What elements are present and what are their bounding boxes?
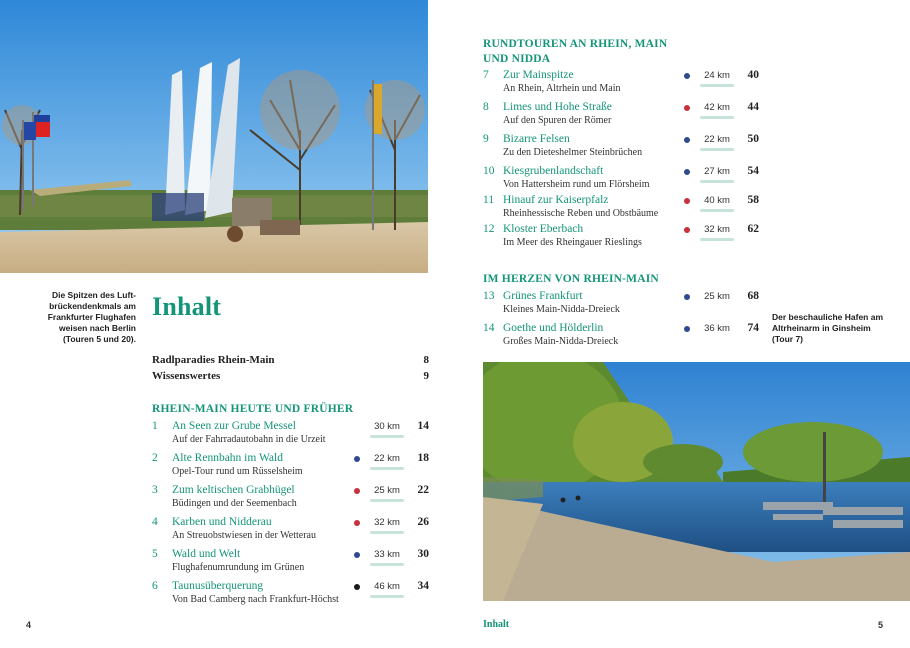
tour-number: 1 xyxy=(152,420,158,432)
tour-page: 68 xyxy=(747,290,759,302)
caption-line: brückendenkmals am xyxy=(49,301,136,311)
tour-page: 40 xyxy=(747,69,759,81)
section-heading-line: RHEIN-MAIN HEUTE UND FRÜHER xyxy=(152,403,354,415)
tour-distance: 24 km xyxy=(704,70,730,81)
tour-number: 5 xyxy=(152,548,158,560)
tour-distance: 33 km xyxy=(374,549,400,560)
caption-line: Altrheinarm in Ginsheim xyxy=(772,323,871,333)
distance-bar xyxy=(370,595,404,598)
toc-row-page: 8 xyxy=(423,354,429,366)
caption-airlift-memorial xyxy=(40,290,136,345)
tour-distance: 22 km xyxy=(704,134,730,145)
tour-page: 62 xyxy=(747,223,759,235)
difficulty-dot xyxy=(354,456,360,462)
tour-subtitle: An Streuobstwiesen in der Wetterau xyxy=(172,530,316,541)
tour-page: 74 xyxy=(747,322,759,334)
tour-subtitle: Flughafenumrundung im Grünen xyxy=(172,562,305,573)
difficulty-dot xyxy=(354,520,360,526)
tour-distance: 25 km xyxy=(374,485,400,496)
tour-title: Wald und Welt xyxy=(172,548,241,560)
page-number-right: 5 xyxy=(878,620,884,630)
tour-number: 3 xyxy=(152,484,158,496)
tour-distance: 42 km xyxy=(704,102,730,113)
tour-title: Zur Mainspitze xyxy=(503,69,574,81)
tour-number: 7 xyxy=(483,69,489,81)
tour-page: 18 xyxy=(417,452,429,464)
tour-entry-7[interactable] xyxy=(483,69,763,99)
tour-title: Alte Rennbahn im Wald xyxy=(172,452,283,464)
tour-distance: 32 km xyxy=(704,224,730,235)
difficulty-dot xyxy=(684,137,690,143)
tour-entry-8[interactable] xyxy=(483,101,763,131)
tour-subtitle: An Rhein, Altrhein und Main xyxy=(503,83,621,94)
tour-distance: 40 km xyxy=(704,195,730,206)
tour-page: 44 xyxy=(747,101,759,113)
distance-bar xyxy=(700,84,734,87)
section-heading-rundtouren xyxy=(483,37,667,67)
section-heading-im-herzen xyxy=(483,272,659,287)
tour-title: Hinauf zur Kaiserpfalz xyxy=(503,194,609,206)
tour-number: 12 xyxy=(483,223,495,235)
tour-number: 11 xyxy=(483,194,495,206)
tour-distance: 36 km xyxy=(704,323,730,334)
caption-line: (Touren 5 und 20). xyxy=(62,334,136,344)
distance-bar xyxy=(700,180,734,183)
caption-line: weisen nach Berlin xyxy=(59,323,136,333)
difficulty-dot xyxy=(684,169,690,175)
tour-distance: 27 km xyxy=(704,166,730,177)
distance-bar xyxy=(700,238,734,241)
tour-title: Taunusüberquerung xyxy=(172,580,264,592)
tour-entry-6[interactable] xyxy=(152,580,432,610)
tour-title: Kiesgrubenlandschaft xyxy=(503,165,604,177)
page-number-left: 4 xyxy=(26,620,32,630)
tour-page: 54 xyxy=(747,165,759,177)
section-heading-line: UND NIDDA xyxy=(483,53,551,65)
tour-subtitle: Auf der Fahrradautobahn in die Urzeit xyxy=(172,434,326,445)
tour-distance: 46 km xyxy=(374,581,400,592)
distance-bar xyxy=(370,499,404,502)
tour-subtitle: Auf den Spuren der Römer xyxy=(503,115,612,126)
tour-page: 50 xyxy=(747,133,759,145)
tour-number: 4 xyxy=(152,516,158,528)
tour-number: 8 xyxy=(483,101,489,113)
distance-bar xyxy=(370,435,404,438)
running-title: Inhalt xyxy=(483,619,510,630)
distance-bar xyxy=(370,467,404,470)
tour-page: 22 xyxy=(417,484,429,496)
photo-ginsheim-harbor xyxy=(483,362,910,601)
section-heading-rhein-main-heute xyxy=(152,402,353,417)
caption-line: Frankfurter Flughafen xyxy=(47,312,136,322)
difficulty-dot xyxy=(684,73,690,79)
page-title: Inhalt xyxy=(152,292,222,321)
tour-entry-11[interactable] xyxy=(483,194,763,224)
tour-page: 30 xyxy=(417,548,429,560)
tour-number: 9 xyxy=(483,133,489,145)
difficulty-dot xyxy=(354,584,360,590)
tour-page: 26 xyxy=(417,516,429,528)
tour-title: Kloster Eberbach xyxy=(503,223,584,235)
tour-subtitle: Von Bad Camberg nach Frankfurt-Höchst xyxy=(172,594,339,605)
photo-airlift-memorial xyxy=(0,0,428,273)
tour-subtitle: Großes Main-Nidda-Dreieck xyxy=(503,336,619,347)
tour-page: 58 xyxy=(747,194,759,206)
tour-subtitle: Im Meer des Rheingauer Rieslings xyxy=(503,237,642,248)
tour-subtitle: Büdingen und der Seemenbach xyxy=(172,498,297,509)
tour-number: 10 xyxy=(483,165,495,177)
distance-bar xyxy=(700,209,734,212)
tour-entry-13[interactable] xyxy=(483,290,763,320)
tour-distance: 22 km xyxy=(374,453,400,464)
tour-subtitle: Opel-Tour rund um Rüsselsheim xyxy=(172,466,303,477)
difficulty-dot xyxy=(684,227,690,233)
difficulty-dot xyxy=(684,294,690,300)
tour-number: 2 xyxy=(152,452,158,464)
tour-title: Limes und Hohe Straße xyxy=(503,101,612,113)
tour-entry-1[interactable] xyxy=(152,420,432,450)
tour-entry-10[interactable] xyxy=(483,165,763,195)
tour-distance: 25 km xyxy=(704,291,730,302)
tour-title: Bizarre Felsen xyxy=(503,133,570,145)
difficulty-dot xyxy=(354,552,360,558)
distance-bar xyxy=(370,563,404,566)
caption-ginsheim-harbor xyxy=(772,312,894,345)
tour-entry-12[interactable] xyxy=(483,223,763,253)
tour-subtitle: Kleines Main-Nidda-Dreieck xyxy=(503,304,620,315)
difficulty-dot xyxy=(684,198,690,204)
distance-bar xyxy=(700,148,734,151)
tour-entry-3[interactable] xyxy=(152,484,432,514)
tour-subtitle: Zu den Dieteshelmer Steinbrüchen xyxy=(503,147,643,158)
toc-row-label: Wissenswertes xyxy=(152,370,221,382)
tour-title: Grünes Frankfurt xyxy=(503,290,583,302)
caption-line: (Tour 7) xyxy=(772,334,804,344)
tour-subtitle: Rheinhessische Reben und Obstbäume xyxy=(503,208,659,219)
tour-number: 14 xyxy=(483,322,495,334)
tour-title: Goethe und Hölderlin xyxy=(503,322,604,334)
difficulty-dot xyxy=(684,105,690,111)
caption-line: Die Spitzen des Luft- xyxy=(51,290,136,300)
tour-title: Zum keltischen Grabhügel xyxy=(172,484,295,496)
tour-entry-9[interactable] xyxy=(483,133,763,163)
toc-row-wissenswertes[interactable] xyxy=(152,370,429,382)
section-heading-line: IM HERZEN VON RHEIN-MAIN xyxy=(483,273,659,285)
toc-row-page: 9 xyxy=(423,370,429,382)
tour-entry-4[interactable] xyxy=(152,516,432,546)
difficulty-dot xyxy=(684,326,690,332)
tour-entry-14[interactable] xyxy=(483,322,763,352)
tour-page: 14 xyxy=(417,420,429,432)
tour-page: 34 xyxy=(417,580,429,592)
tour-number: 13 xyxy=(483,290,495,302)
distance-bar xyxy=(700,116,734,119)
tour-title: Karben und Nidderau xyxy=(172,516,272,528)
tour-entry-5[interactable] xyxy=(152,548,432,578)
tour-distance: 32 km xyxy=(374,517,400,528)
tour-entry-2[interactable] xyxy=(152,452,432,482)
tour-subtitle: Von Hattersheim rund um Flörsheim xyxy=(503,179,650,190)
section-heading-line: RUNDTOUREN AN RHEIN, MAIN xyxy=(483,38,668,50)
toc-row-radlparadies[interactable] xyxy=(152,354,429,366)
toc-row-label: Radlparadies Rhein-Main xyxy=(152,354,275,366)
tour-distance: 30 km xyxy=(374,421,400,432)
caption-line: Der beschauliche Hafen am xyxy=(772,312,884,322)
difficulty-dot xyxy=(354,488,360,494)
tour-number: 6 xyxy=(152,580,158,592)
distance-bar xyxy=(370,531,404,534)
tour-title: An Seen zur Grube Messel xyxy=(172,420,296,432)
